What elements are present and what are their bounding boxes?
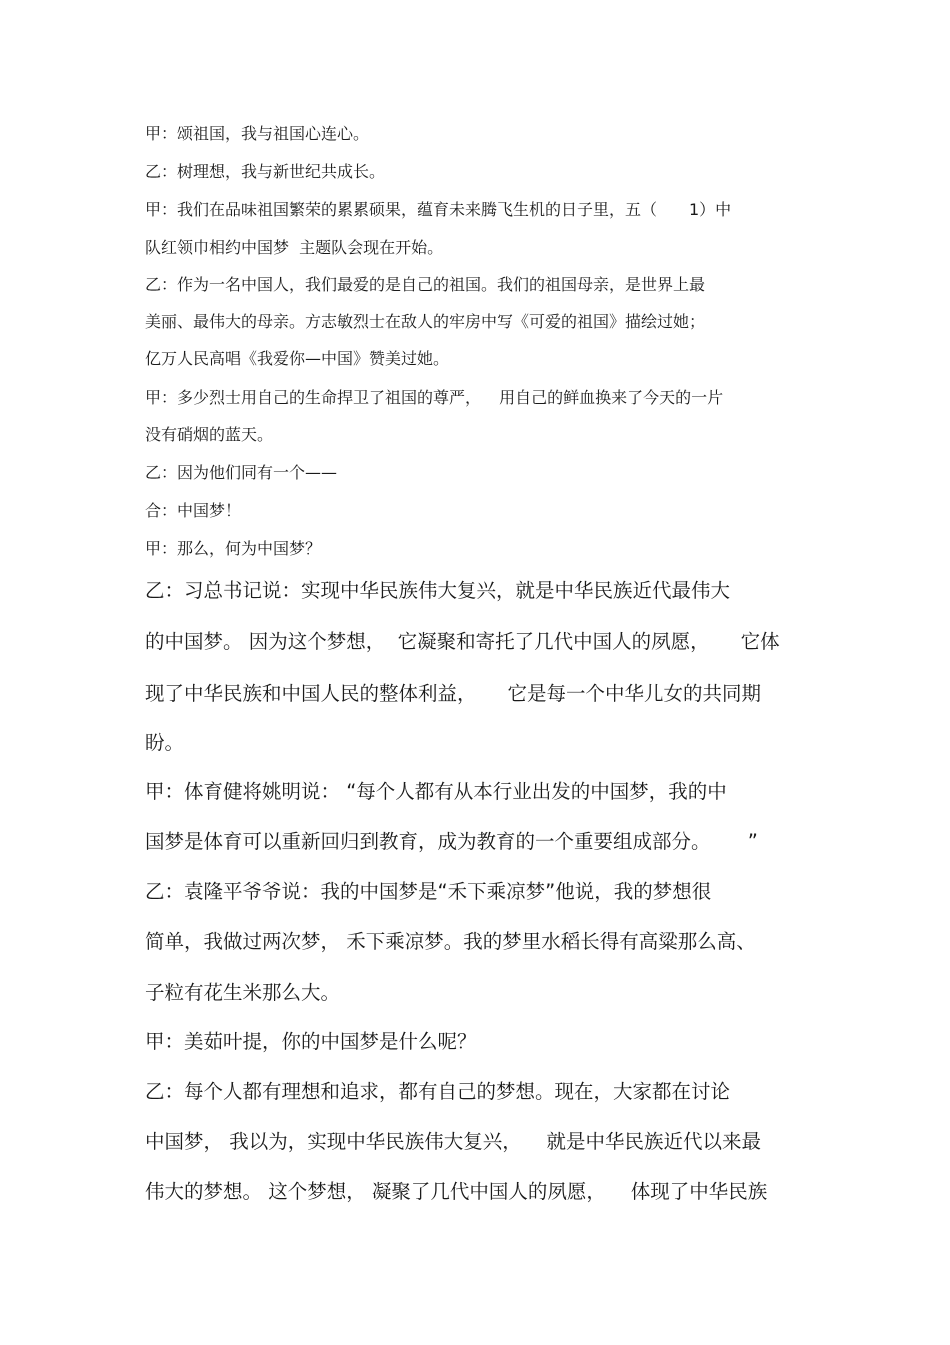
text-line: 的中国梦。 因为这个梦想， 它凝聚和寄托了几代中国人的夙愿， 它体 — [145, 630, 780, 653]
text-line: 没有硝烟的蓝天。 — [145, 425, 274, 444]
text-line: 中国梦， 我以为，实现中华民族伟大复兴， 就是中华民族近代以来最 — [145, 1130, 761, 1153]
text-line: 合：中国梦！ — [145, 501, 242, 520]
text-line: 盼。 — [145, 731, 185, 754]
text-line: 美丽、最伟大的母亲。方志敏烈士在敌人的牢房中写《可爱的祖国》描绘过她； — [145, 312, 706, 331]
text-line: 甲：那么，何为中国梦？ — [145, 539, 322, 558]
text-line: 乙：作为一名中国人，我们最爱的是自己的祖国。我们的祖国母亲，是世界上最 — [145, 275, 706, 294]
text-line: 甲：多少烈士用自己的生命捍卫了祖国的尊严， 用自己的鲜血换来了今天的一片 — [145, 388, 724, 407]
text-line: 甲：我们在品味祖国繁荣的累累硕果，蕴育未来腾飞生机的日子里，五（ 1）中 — [145, 200, 732, 219]
text-line: 乙：因为他们同有一个—— — [145, 463, 338, 482]
text-line: 甲：体育健将姚明说： “每个人都有从本行业出发的中国梦，我的中 — [145, 780, 727, 803]
text-line: 亿万人民高唱《我爱你—中国》赞美过她。 — [145, 349, 450, 368]
text-line: 伟大的梦想。 这个梦想， 凝聚了几代中国人的夙愿， 体现了中华民族 — [145, 1180, 768, 1203]
text-line: 乙：袁隆平爷爷说：我的中国梦是“禾下乘凉梦”他说，我的梦想很 — [145, 880, 712, 903]
text-line: 队红领巾相约中国梦 主题队会现在开始。 — [145, 238, 444, 257]
text-line: 现了中华民族和中国人民的整体利益， 它是每一个中华儿女的共同期 — [145, 682, 761, 705]
text-line: 国梦是体育可以重新回归到教育，成为教育的一个重要组成部分。 ” — [145, 830, 758, 853]
text-line: 乙：树理想，我与新世纪共成长。 — [145, 162, 386, 181]
text-line: 子粒有花生米那么大。 — [145, 981, 341, 1004]
text-line: 甲：颂祖国，我与祖国心连心。 — [145, 124, 370, 143]
text-line: 简单，我做过两次梦， 禾下乘凉梦。我的梦里水稻长得有高粱那么高、 — [145, 930, 756, 953]
text-line: 乙：每个人都有理想和追求，都有自己的梦想。现在，大家都在讨论 — [145, 1080, 731, 1103]
text-line: 乙：习总书记说：实现中华民族伟大复兴，就是中华民族近代最伟大 — [145, 579, 731, 602]
text-line: 甲：美茹叶提，你的中国梦是什么呢？ — [145, 1030, 477, 1053]
